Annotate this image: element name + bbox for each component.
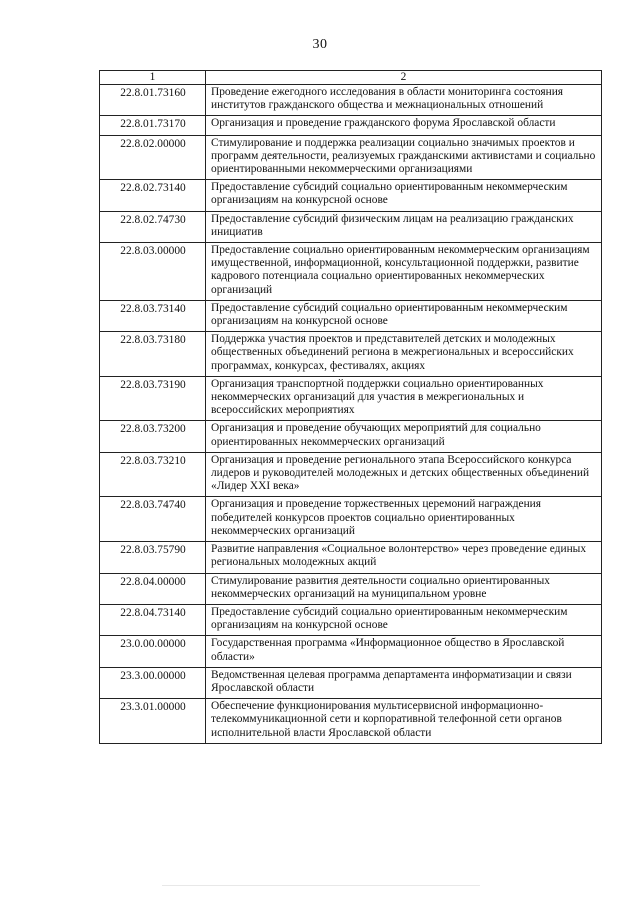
table-row [100,667,602,698]
row-code: 23.3.00.00000 [100,667,206,698]
row-name: Организация и проведение гражданского форума Ярославской области [206,116,602,135]
row-code: 22.8.03.00000 [100,243,206,301]
row-name: Организация транспортной поддержки социально ориентированных некоммерческих организаций для участия в межрегиональных и всероссийских мероприятиях [206,376,602,421]
row-name: Предоставление субсидий социально ориентированным некоммерческим организациям на конкурсной основе [206,604,602,635]
row-code: 22.8.02.73140 [100,180,206,211]
table-row [100,604,602,635]
row-code: 22.8.03.75790 [100,542,206,573]
row-name: Государственная программа «Информационное общество в Ярославской области» [206,636,602,667]
row-name: Развитие направления «Социальное волонтерство» через проведение единых региональных молодежных акций [206,542,602,573]
column-header-name: 2 [206,71,602,85]
scan-artifact-line [162,885,480,886]
table-row [100,243,602,301]
table-header-row [100,71,602,85]
row-name: Предоставление социально ориентированным некоммерческим организациям имущественной, информационной, консультационной поддержки, развитие кадрового потенциала социально ориентированных некоммерческих организаций [206,243,602,301]
row-name: Обеспечение функционирования мультисервисной информационно-телекоммуникационной сети и корпоративной телефонной сети органов исполнительной власти Ярославской области [206,699,602,744]
table-row [100,300,602,331]
table-row [100,116,602,135]
row-name: Предоставление субсидий физическим лицам на реализацию гражданских инициатив [206,211,602,242]
table-row [100,85,602,116]
row-name: Стимулирование развития деятельности социально ориентированных некоммерческих организаций на муниципальном уровне [206,573,602,604]
row-code: 22.8.03.73190 [100,376,206,421]
table-row [100,636,602,667]
row-name: Организация и проведение обучающих мероприятий для социально ориентированных некоммерческих организаций [206,421,602,452]
row-code: 22.8.04.73140 [100,604,206,635]
row-name: Стимулирование и поддержка реализации социально значимых проектов и программ деятельности, реализуемых гражданскими активистами и социально ориентированными некоммерческими организациями [206,135,602,180]
row-name: Проведение ежегодного исследования в области мониторинга состояния институтов гражданского общества и межнациональных отношений [206,85,602,116]
row-code: 22.8.03.74740 [100,497,206,542]
table-row [100,376,602,421]
row-code: 22.8.02.74730 [100,211,206,242]
table-row [100,421,602,452]
row-name: Ведомственная целевая программа департамента информатизации и связи Ярославской области [206,667,602,698]
table-row [100,699,602,744]
table-row [100,211,602,242]
column-header-code: 1 [100,71,206,85]
budget-classification-table [99,70,602,744]
row-code: 22.8.03.73140 [100,300,206,331]
table-row [100,542,602,573]
row-name: Предоставление субсидий социально ориентированным некоммерческим организациям на конкурсной основе [206,180,602,211]
row-code: 22.8.03.73200 [100,421,206,452]
table-row [100,180,602,211]
row-code: 22.8.01.73170 [100,116,206,135]
row-code: 22.8.02.00000 [100,135,206,180]
table-row [100,573,602,604]
table-row [100,135,602,180]
row-code: 23.0.00.00000 [100,636,206,667]
row-name: Организация и проведение торжественных церемоний награждения победителей конкурсов проектов социально ориентированных некоммерческих организаций [206,497,602,542]
row-code: 22.8.04.00000 [100,573,206,604]
table-row [100,332,602,377]
table-row [100,497,602,542]
page-number: 30 [312,37,328,52]
row-name: Предоставление субсидий социально ориентированным некоммерческим организациям на конкурсной основе [206,300,602,331]
table-row [100,452,602,497]
row-code: 22.8.01.73160 [100,85,206,116]
row-name: Организация и проведение регионального этапа Всероссийского конкурса лидеров и руководителей молодежных и детских общественных объединений «Лидер XXI века» [206,452,602,497]
row-code: 22.8.03.73180 [100,332,206,377]
row-code: 23.3.01.00000 [100,699,206,744]
row-code: 22.8.03.73210 [100,452,206,497]
row-name: Поддержка участия проектов и представителей детских и молодежных общественных объединений региона в межрегиональных и всероссийских программах, конкурсах, фестивалях, акциях [206,332,602,377]
